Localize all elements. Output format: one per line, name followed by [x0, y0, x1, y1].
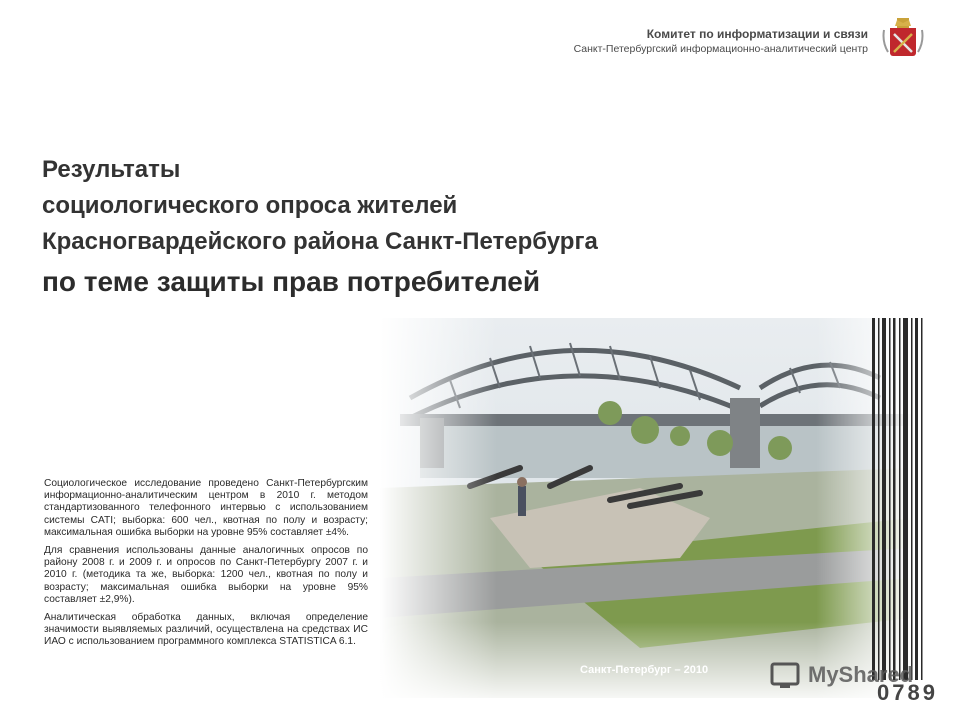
- title-line-1: Результаты: [42, 156, 181, 183]
- barcode-graphic: [872, 318, 924, 680]
- methodology-text: [44, 478, 368, 655]
- methodology-paragraph-3: Аналитическая обработка данных, включая определение значимости выявляемых различий, осуществлена на средствах ИС ИАО с использованием программного комплекса STATISTICA 6.1.: [44, 612, 368, 648]
- org-name: Комитет по информатизации и связи: [646, 27, 868, 41]
- methodology-paragraph-2: Для сравнения использованы данные аналогичных опросов по району 2008 г. и 2009 г. и опросов по Санкт-Петербургу 2007 г. и 2010 г. (методика та же, выборка: 1200 чел., квотная по полу и возрасту; максимальная ошибка выборки на уровне 95% составляет ±2,9%).: [44, 545, 368, 605]
- spb-coat-of-arms-icon: [882, 16, 924, 62]
- title-line-4: по теме защиты прав потребителей: [42, 266, 541, 297]
- barcode-digits: 0789: [877, 680, 938, 705]
- org-subtitle: Санкт-Петербургский информационно-аналитический центр: [573, 43, 868, 55]
- city-year-label: Санкт-Петербург – 2010: [580, 664, 709, 676]
- title-line-3: Красногвардейского района Санкт-Петербурга: [42, 228, 598, 255]
- watermark-text: MyShared: [808, 662, 914, 687]
- page-title: [42, 152, 598, 304]
- header: [574, 26, 868, 57]
- title-line-2: социологического опроса жителей: [42, 192, 458, 219]
- methodology-paragraph-1: Социологическое исследование проведено Санкт-Петербургским информационно-аналитическим центром в 2010 г. методом стандартизованного телефонного интервью с использованием системы CATI; выборка: 600 чел., квотная по полу и возрасту; максимальная ошибка выборки на уровне 95% составляет ±4%.: [44, 478, 368, 538]
- bridge-photo: [380, 318, 912, 698]
